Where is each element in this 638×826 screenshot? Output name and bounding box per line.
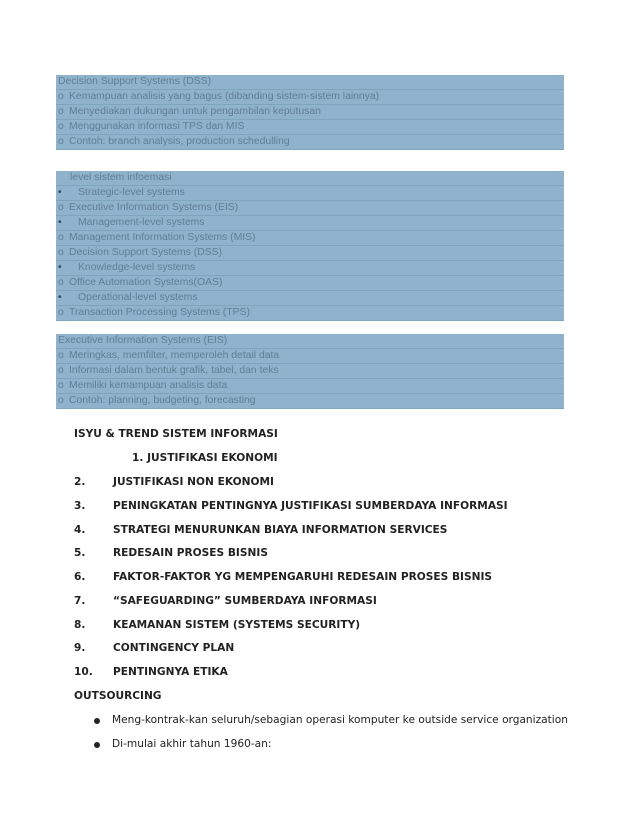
levels-title: level sistem infoemasi [56,171,564,186]
levels-block [56,171,564,321]
level-row: • Strategic-level systems [56,186,564,201]
dss-title: Decision Support Systems (DSS) [56,75,564,90]
level-row: o Transaction Processing Systems (TPS) [56,306,564,321]
eis-item: o Meringkas, memfilter, memperoleh detail data [56,349,564,364]
level-row: o Executive Information Systems (EIS) [56,201,564,216]
level-row: • Knowledge-level systems [56,261,564,276]
eis-item: o Informasi dalam bentuk grafik, tabel, dan teks [56,364,564,379]
dss-item: o Contoh: branch analysis, production schedulling [56,135,564,150]
dss-item: o Menggunakan informasi TPS dan MIS [56,120,564,135]
bullet-icon [94,742,100,748]
dss-item: o Menyediakan dukungan untuk pengambilan keputusan [56,105,564,120]
eis-item: o Memiliki kemampuan analisis data [56,379,564,394]
outsourcing-heading: OUTSOURCING [74,690,162,702]
eis-block [56,334,564,409]
level-row: • Management-level systems [56,216,564,231]
eis-item: o Contoh: planning, budgeting, forecasting [56,394,564,409]
dss-block [56,75,564,150]
level-row: o Decision Support Systems (DSS) [56,246,564,261]
bullet-icon [94,718,100,724]
eis-title: Executive Information Systems (EIS) [56,334,564,349]
issue-item-1: 1. JUSTIFIKASI EKONOMI [132,452,278,464]
dss-item: o Kemampuan analisis yang bagus (dibanding sistem-sistem lainnya) [56,90,564,105]
issues-heading: ISYU & TREND SISTEM INFORMASI [74,428,278,440]
level-row: o Management Information Systems (MIS) [56,231,564,246]
level-row: • Operational-level systems [56,291,564,306]
level-row: o Office Automation Systems(OAS) [56,276,564,291]
